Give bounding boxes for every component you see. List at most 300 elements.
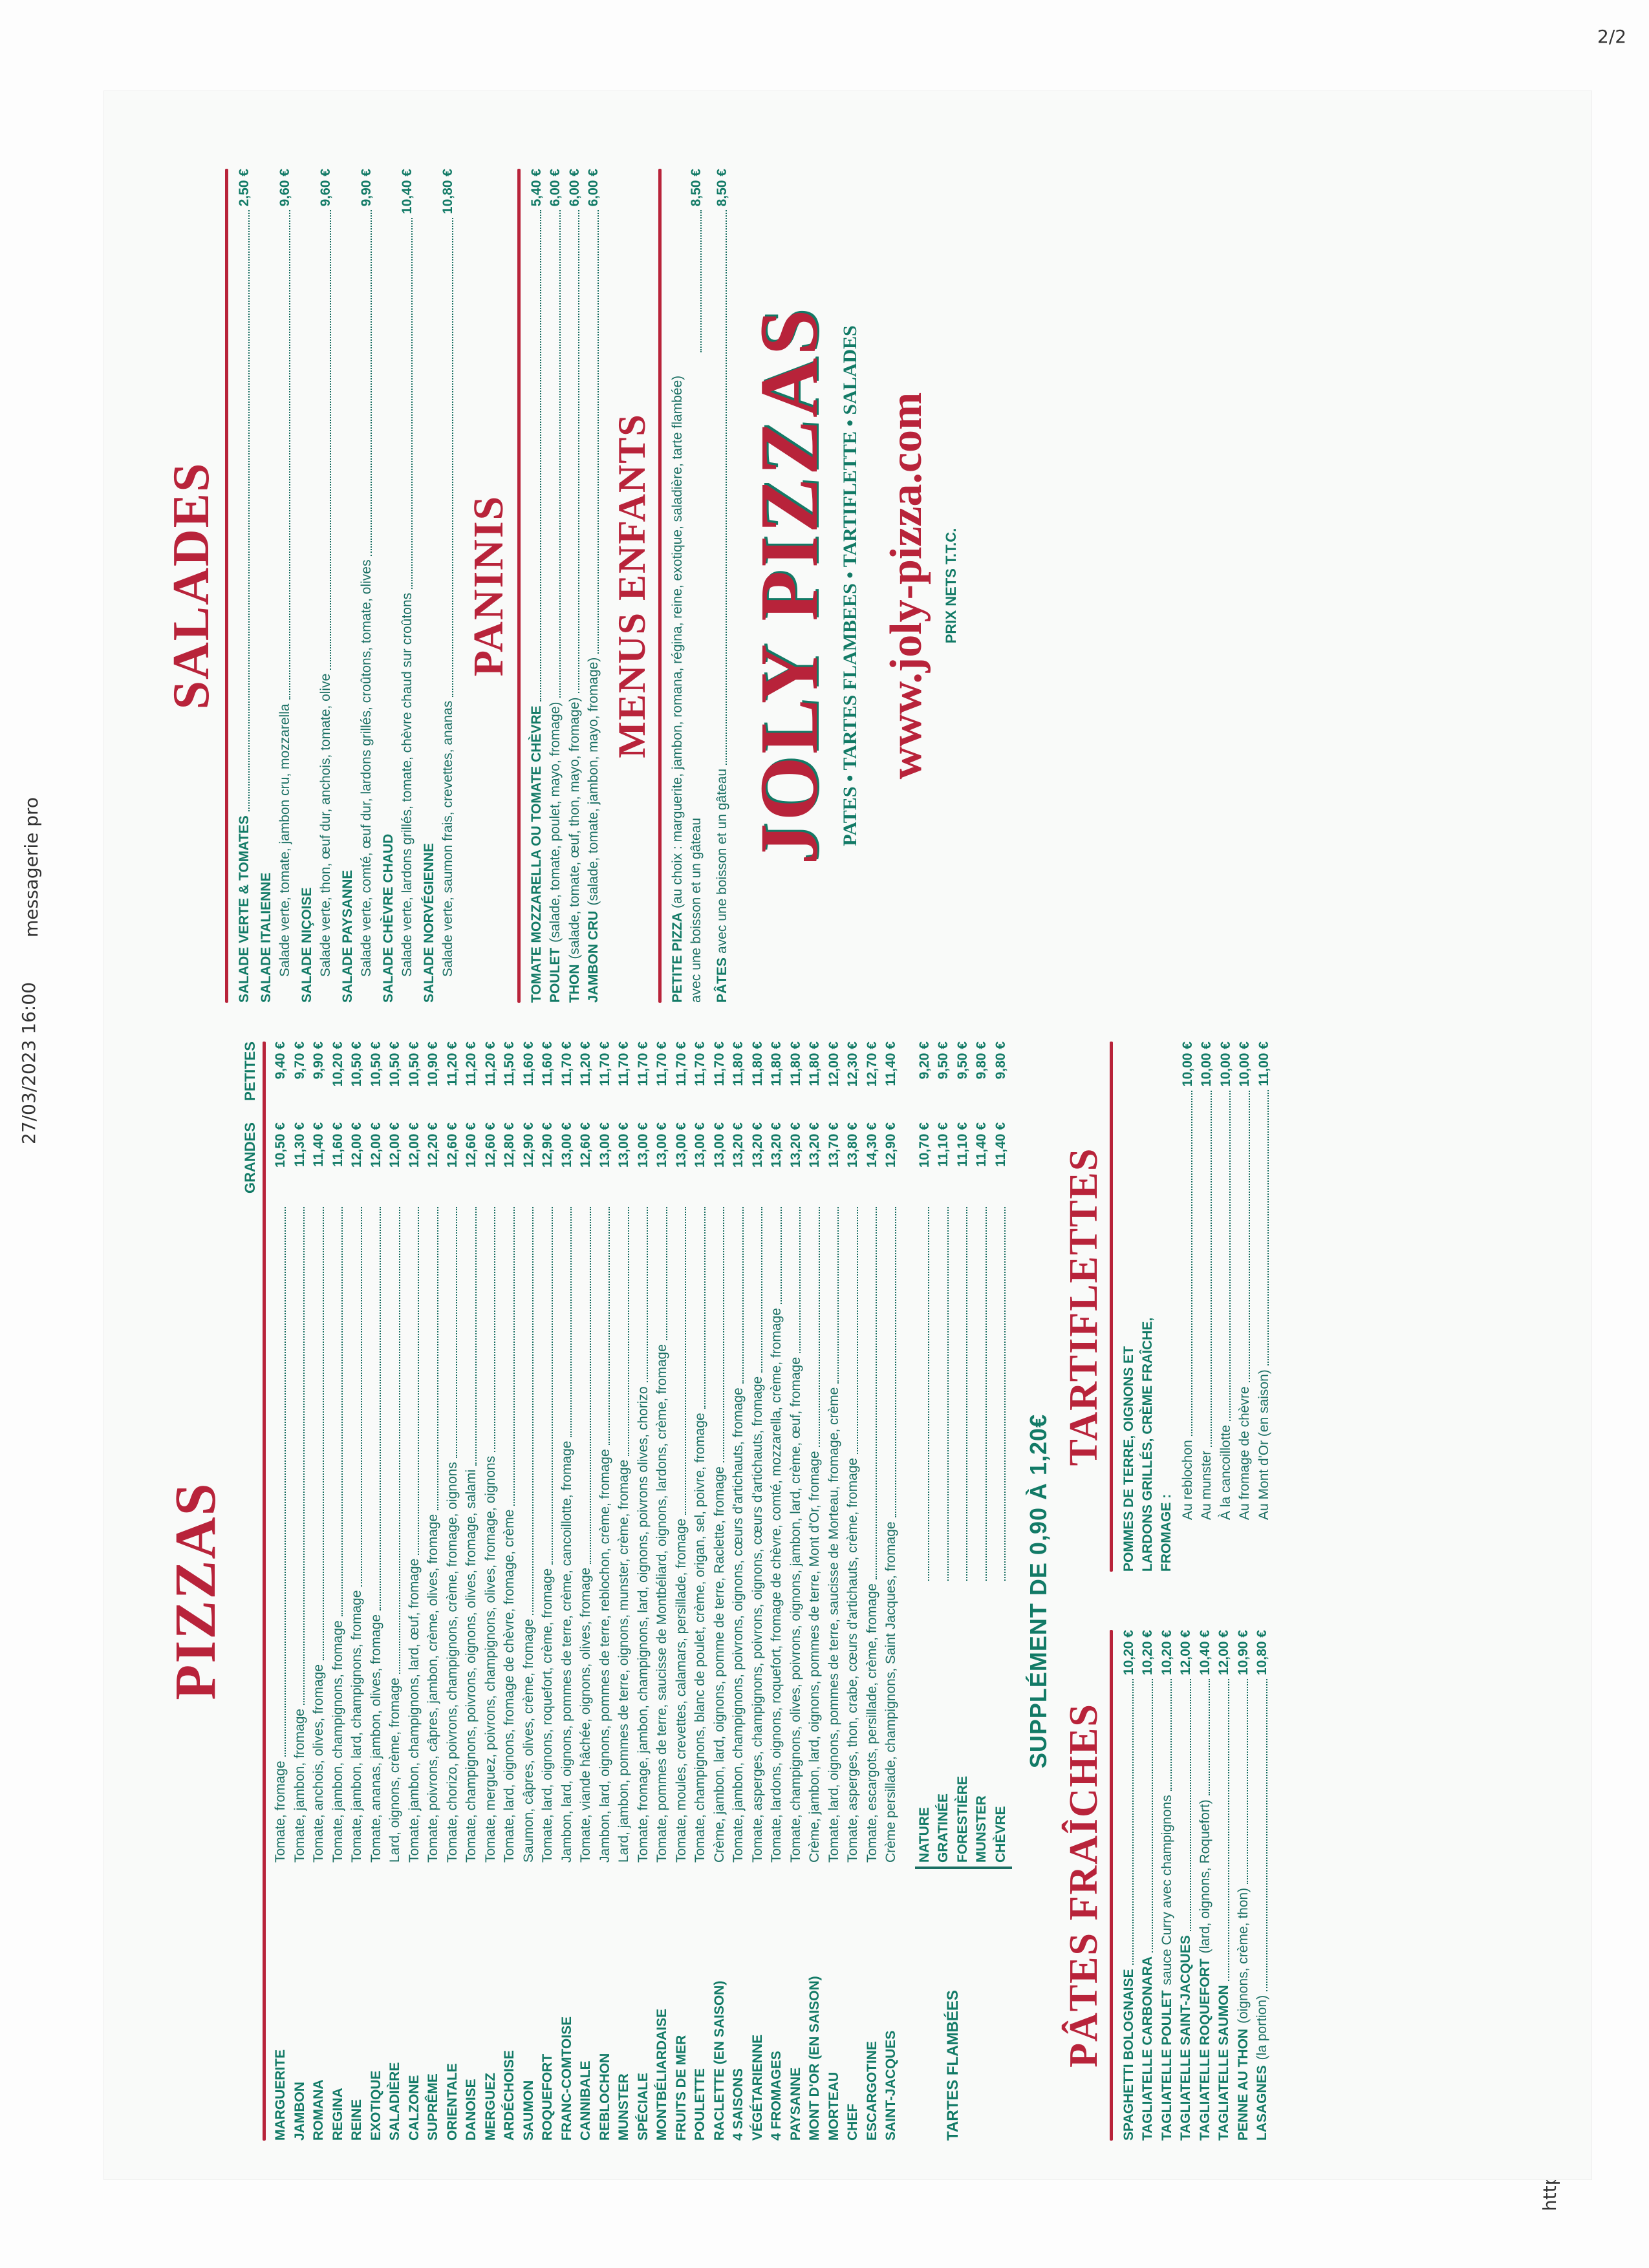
tartiflette-price: 10,00 € [1199, 1042, 1214, 1087]
price-petite: 11,60 € [521, 1042, 536, 1086]
pates-row-price: 10,20 € [1140, 1630, 1155, 1676]
pizza-desc: Tomate, jambon, lard, champignons, fromage [349, 1590, 364, 1863]
menu-text [668, 356, 706, 1003]
brand-tagline: PATES • TARTES FLAMBEES • TARTIFLETTE • SALADES [839, 325, 861, 846]
leader-dots [1132, 1679, 1134, 1965]
panini-row [546, 169, 565, 1003]
price-petite: 11,20 € [482, 1042, 498, 1086]
pizzas-column-headers [233, 1042, 259, 2141]
scanned-menu [103, 91, 1592, 2180]
leader-dots [437, 1207, 438, 1510]
price-grande: 13,00 € [635, 1122, 651, 1168]
panini-row-price: 6,00 € [566, 169, 582, 207]
tartiflette-row [1235, 1042, 1255, 1520]
pizza-desc: Saumon, câpres, olives, crème, fromage [521, 1619, 536, 1863]
paninis-rule [517, 169, 521, 1003]
panini-row-price: 5,40 € [528, 169, 544, 207]
price-grande: 12,90 € [540, 1122, 555, 1168]
price-petite: 11,70 € [673, 1042, 689, 1086]
leader-dots [494, 1207, 495, 1452]
price-grande: 11,10 € [954, 1122, 970, 1167]
pizza-row [786, 1042, 806, 2141]
leader-dots [1267, 1090, 1269, 1365]
leader-dots [452, 218, 453, 697]
tartiflette-name: Au Mont d'Or (en saison) [1256, 1369, 1271, 1520]
pizza-desc: Tomate, champignons, blanc de poulet, crème, origan, sel, poivre, fromage [693, 1413, 707, 1863]
pizza-desc: Tomate, fromage [273, 1760, 288, 1863]
price-petite: 11,70 € [597, 1042, 612, 1086]
tarte-row [915, 1042, 934, 1863]
pizza-desc: Tomate, viande hâchée, oignons, olives, fromage [578, 1567, 593, 1863]
menus-list [668, 169, 732, 1003]
price-petite: 11,70 € [693, 1042, 707, 1086]
pates-row-price: 10,80 € [1255, 1630, 1269, 1676]
print-datetime: 27/03/2023 16:00 [18, 982, 39, 1144]
menu-price: 8,50 € [714, 169, 729, 207]
tartiflette-name: Au fromage de chèvre [1237, 1386, 1252, 1520]
menus-title: MENUS ENFANTS [610, 413, 653, 758]
salade-price: 10,40 € [400, 169, 415, 215]
pizza-name: 4 SAISONS [731, 2068, 746, 2141]
leader-dots [1266, 1679, 1267, 1991]
pizza-name: CHEF [845, 2103, 860, 2141]
salade-item [338, 169, 376, 1003]
price-petite: 10,50 € [387, 1042, 402, 1087]
pizza-row [347, 1042, 367, 2141]
pates-row-price: 12,00 € [1216, 1630, 1231, 1676]
pizza-row [329, 1042, 348, 2141]
pates-row-name: TAGLIATELLE CARBONARA [1140, 1956, 1155, 2141]
tarte-row [953, 1042, 973, 1863]
leader-dots [704, 1207, 706, 1409]
leader-dots [1229, 1091, 1231, 1421]
pizza-desc: Crème persillade, champignons, Saint Jacques, fromage [883, 1521, 898, 1863]
panini-row-price: 6,00 € [586, 169, 601, 207]
panini-row-name: TOMATE MOZZARELLA OU TOMATE CHÈVRE [528, 705, 544, 1003]
tartiflette-price: 10,00 € [1218, 1042, 1233, 1087]
salade-desc-row [357, 169, 376, 1003]
leader-dots [578, 210, 579, 693]
pates-row [1214, 1630, 1234, 2141]
salade-desc: Salade verte, comté, œuf dur, lardons grillés, croûtons, tomate, olives [359, 559, 374, 977]
pizza-desc: Tomate, jambon, fromage [292, 1708, 307, 1863]
price-petite: 11,60 € [540, 1042, 555, 1086]
menu-text [713, 769, 732, 1003]
leader-dots [330, 210, 331, 669]
leader-dots [411, 218, 413, 589]
salade-desc-row [438, 169, 458, 1003]
tarte-name: MUNSTER [974, 1795, 989, 1863]
pates-row [1138, 1630, 1158, 2141]
tartes-flambees [915, 1042, 1018, 2141]
panini-row-name: THON [566, 964, 582, 1003]
price-petite: 11,70 € [559, 1042, 574, 1086]
salade-item [379, 169, 417, 1003]
salade-row [257, 169, 276, 1003]
tartes-label: TARTES FLAMBÉES [943, 1990, 962, 2141]
leader-dots [341, 1207, 343, 1616]
price-petite: 12,70 € [864, 1042, 879, 1087]
price-grande: 12,00 € [387, 1122, 402, 1168]
price-grande: 13,00 € [711, 1122, 727, 1168]
brand-block [742, 169, 975, 1003]
salade-desc-row [398, 169, 417, 1003]
pizza-row [710, 1042, 729, 2141]
pates-row-desc: (oignons, crème, thon) [1235, 1887, 1251, 2024]
price-grande: 10,50 € [273, 1122, 288, 1168]
salades-list [235, 169, 458, 1003]
leader-dots [700, 210, 702, 352]
pizza-desc: Tomate, asperges, champignons, poivrons, oignons, cœurs d'artichauts, fromage [749, 1376, 765, 1863]
pizza-row [843, 1042, 863, 2141]
pizza-row [443, 1042, 462, 2141]
pizza-desc: Tomate, asperges, thon, crabe, cœurs d'artichauts, crème, fromage [845, 1457, 860, 1863]
leader-dots [1249, 1091, 1250, 1382]
leader-dots [559, 210, 561, 698]
leader-dots [761, 1207, 762, 1373]
price-petite: 11,80 € [788, 1042, 803, 1086]
salade-desc: Salade verte, saumon frais, crevettes, ananas [440, 700, 455, 977]
leader-dots [876, 1207, 877, 1579]
menu-sheet [136, 117, 1559, 2154]
leader-dots [590, 1207, 591, 1564]
leader-dots [819, 1207, 820, 1447]
pizza-name: JAMBON [292, 2081, 307, 2141]
price-petite: 11,80 € [769, 1042, 784, 1086]
salade-row [297, 169, 317, 1003]
pates-title: PÂTES FRAÎCHES [1061, 1703, 1106, 2068]
pizza-desc: Lard, jambon, pommes de terre, oignons, munster, crème, fromage [616, 1459, 631, 1863]
panini-row [527, 169, 546, 1003]
pizza-desc: Tomate, lard, oignons, roquefort, crème, fromage [540, 1568, 555, 1863]
salade-desc-row [316, 169, 336, 1003]
pizza-name: PAYSANNE [788, 2067, 803, 2141]
tartiflette-price: 11,00 € [1256, 1042, 1271, 1086]
tarte-name: GRATINÉE [936, 1793, 951, 1863]
pates-section [1061, 1630, 1272, 2141]
panini-row-desc: (salade, tomate, poulet, mayo, fromage) [548, 701, 563, 943]
pizza-row [367, 1042, 386, 2141]
price-grande: 13,00 € [654, 1122, 669, 1168]
pizza-row [405, 1042, 424, 2141]
pizza-row [748, 1042, 768, 2141]
leader-dots [1152, 1679, 1153, 1952]
pizza-name: SALADIÈRE [387, 2062, 402, 2141]
price-petite: 9,80 € [974, 1042, 989, 1080]
tarte-name: FORESTIÈRE [954, 1775, 970, 1863]
pizzas-rule [263, 1042, 266, 2141]
tartiflettes-section [1061, 1042, 1274, 1572]
pizza-desc: Tomate, chorizo, poivrons, champignons, crème, fromage, oignons [444, 1462, 460, 1863]
tartiflette-row [1216, 1042, 1236, 1520]
price-grande: 13,00 € [693, 1122, 707, 1168]
pates-row-price: 12,00 € [1178, 1630, 1193, 1676]
price-petite: 9,20 € [916, 1042, 932, 1080]
tartiflette-row [1178, 1042, 1198, 1520]
pizza-name: REBLOCHON [597, 2053, 612, 2141]
price-petite: 9,50 € [936, 1042, 951, 1080]
pizza-name: REGINA [330, 2088, 345, 2141]
pizza-row [576, 1042, 596, 2141]
pizza-desc: Tomate, jambon, champignons, fromage [330, 1620, 345, 1863]
salade-price: 10,80 € [440, 169, 455, 215]
price-grande: 12,60 € [444, 1122, 460, 1168]
price-grande: 13,20 € [769, 1122, 784, 1168]
panini-row-name: JAMBON CRU [586, 910, 601, 1003]
price-grande: 13,20 € [807, 1122, 822, 1168]
price-grande: 12,00 € [349, 1122, 364, 1168]
menu-price: 8,50 € [689, 169, 704, 207]
leader-dots [323, 1207, 324, 1660]
pizza-desc: Crème, jambon, lard, oignons, pomme de terre, Raclette, fromage [711, 1466, 727, 1863]
salade-name: SALADE PAYSANNE [339, 870, 355, 1003]
price-petite: 9,80 € [993, 1042, 1008, 1080]
menu-desc: (au choix : marguerite, jambon, romana, régina, reine, exotique, saladière, tarte flambée) avec une boisson et un gâteau [669, 375, 704, 1003]
price-grande: 11,40 € [311, 1122, 326, 1167]
price-petite: 11,20 € [464, 1042, 479, 1086]
pizza-desc: Lard, oignons, crème, fromage [387, 1678, 402, 1863]
leader-dots [371, 210, 372, 555]
pizza-desc: Tomate, moules, crevettes, calamars, persillade, fromage [673, 1518, 689, 1863]
price-petite: 9,70 € [292, 1042, 307, 1080]
pates-row-name: TAGLIATELLE POULET [1159, 1990, 1174, 2141]
col-petites: PETITES [242, 1042, 258, 1101]
pizza-name: CANNIBALE [578, 2060, 593, 2141]
pates-row-name: SPAGHETTI BOLOGNAISE [1121, 1969, 1136, 2141]
leader-dots [928, 1207, 929, 1581]
pates-row [1196, 1630, 1215, 2141]
leader-dots [285, 1207, 286, 1757]
tartes-separator [915, 1867, 1012, 1869]
leader-dots [513, 1207, 515, 1506]
price-grande: 13,00 € [559, 1122, 574, 1168]
leader-dots [628, 1207, 629, 1456]
pizza-desc: Jambon, lard, oignons, pommes de terre, crème, cancoillotte, fromage [559, 1440, 574, 1863]
price-petite: 12,00 € [826, 1042, 841, 1087]
pizza-desc: Tomate, lardons, oignons, roquefort, fromage de chèvre, comté, mozzarella, crème, fromage [769, 1308, 784, 1863]
price-grande: 11,10 € [936, 1122, 951, 1167]
price-grande: 12,00 € [406, 1122, 422, 1168]
pizza-row [634, 1042, 653, 2141]
leader-dots [647, 1207, 648, 1382]
pizza-desc: Tomate, poivrons, câpres, jambon, crème, olives, fromage [426, 1514, 440, 1863]
price-petite: 10,50 € [406, 1042, 422, 1087]
leader-dots [1170, 1679, 1172, 1791]
tartiflette-row [1255, 1042, 1274, 1520]
pizza-row [596, 1042, 615, 2141]
price-grande: 13,70 € [826, 1122, 841, 1168]
tarte-name: CHÈVRE [993, 1806, 1008, 1863]
tarte-row [934, 1042, 953, 1863]
leader-dots [1247, 1679, 1248, 1884]
tartiflettes-intro: POMMES DE TERRE, OIGNONS ET LARDONS GRILLÉS, CRÈME FRAÎCHE, FROMAGE : [1121, 1317, 1174, 1572]
pizza-name: DANOISE [464, 2079, 479, 2141]
pizza-desc: Tomate, pommes de terre, saucisse de Montbéliard, oignons, lardons, crème, fromage [654, 1344, 669, 1863]
leader-dots [540, 210, 541, 701]
pizza-name: FRANC-COMTOISE [559, 2016, 574, 2141]
tartiflettes-list [1178, 1042, 1274, 1520]
pates-row-name: TAGLIATELLE SAINT-JACQUES [1178, 1935, 1193, 2141]
menu-row [713, 169, 732, 1003]
leader-dots [947, 1207, 949, 1581]
pizza-desc: Tomate, merguez, poivrons, champignons, olives, fromage, oignons [482, 1455, 498, 1863]
salade-price: 2,50 € [237, 169, 252, 207]
price-note: PRIX NETS T.T.C. [943, 528, 959, 644]
pates-row-name: LASAGNES [1255, 2065, 1269, 2141]
price-petite: 11,80 € [749, 1042, 765, 1086]
pizza-name: POULETTE [693, 2068, 707, 2141]
leader-dots [361, 1207, 362, 1587]
pizza-row [424, 1042, 443, 2141]
salade-name: SALADE VERTE & TOMATES [237, 815, 252, 1003]
price-petite: 10,50 € [349, 1042, 364, 1087]
tartes-list [915, 1042, 1011, 1863]
pizza-row [462, 1042, 481, 2141]
leader-dots [380, 1207, 381, 1610]
price-grande: 14,30 € [864, 1122, 879, 1168]
leader-dots [303, 1207, 305, 1705]
leader-dots [666, 1207, 667, 1340]
price-petite: 11,70 € [654, 1042, 669, 1086]
pizza-row [481, 1042, 501, 2141]
pizza-name: 4 FROMAGES [769, 2051, 784, 2141]
pates-row-desc: (la portion) [1255, 1995, 1269, 2060]
leader-dots [552, 1207, 553, 1565]
pizza-row [309, 1042, 329, 2141]
pizza-row [271, 1042, 290, 2141]
salade-row [338, 169, 358, 1003]
price-grande: 13,20 € [731, 1122, 746, 1168]
pizza-name: ESCARGOTINE [864, 2040, 879, 2141]
salade-name: SALADE CHÈVRE CHAUD [380, 833, 396, 1003]
salade-row [420, 169, 439, 1003]
pizza-desc: Tomate, champignons, olives, poivrons, oignons, jambon, lard, crème, œuf, fromage [788, 1356, 803, 1863]
pizza-row [652, 1042, 672, 2141]
pizza-desc: Tomate, escargots, persillade, crème, fromage [864, 1583, 879, 1863]
price-petite: 11,70 € [616, 1042, 631, 1086]
pates-row [1158, 1630, 1177, 2141]
salade-desc-row [275, 169, 295, 1003]
salade-name: SALADE NIÇOISE [299, 887, 314, 1003]
salade-row [379, 169, 398, 1003]
pizza-row [881, 1042, 901, 2141]
pizza-row [538, 1042, 557, 2141]
pizza-row [500, 1042, 519, 2141]
pates-row-name: PENNE AU THON [1235, 2028, 1251, 2141]
price-petite: 11,70 € [635, 1042, 651, 1086]
leader-dots [857, 1207, 858, 1454]
pates-row-price: 10,40 € [1197, 1630, 1212, 1676]
pizza-desc: Crème, jambon, lard, oignons, pommes de terre, Mont d'Or, fromage [807, 1451, 822, 1863]
price-petite: 11,80 € [807, 1042, 822, 1086]
price-grande: 13,00 € [673, 1122, 689, 1168]
pates-row-desc: (lard, oignons, Roquefort) [1197, 1799, 1212, 1954]
price-grande: 11,40 € [993, 1122, 1008, 1167]
price-petite: 10,50 € [368, 1042, 383, 1087]
salades-title: SALADES [163, 462, 220, 710]
tartiflette-row [1197, 1042, 1216, 1520]
pizza-name: MARGUERITE [273, 2049, 288, 2141]
menu-desc: avec une boisson et un gâteau [714, 768, 729, 954]
price-grande: 12,90 € [883, 1122, 898, 1168]
panini-row [565, 169, 585, 1003]
salade-price: 9,60 € [277, 169, 292, 207]
bottom-sections [1061, 1042, 1333, 2141]
pizza-row [824, 1042, 844, 2141]
print-page-number: 2/2 [1597, 26, 1627, 47]
pizza-desc: Tomate, anchois, olives, fromage [311, 1664, 326, 1863]
pizza-name: CALZONE [406, 2075, 422, 2141]
pizza-row [767, 1042, 786, 2141]
pates-row-price: 10,20 € [1121, 1630, 1136, 1676]
leader-dots [1190, 1679, 1191, 1931]
pizza-row [691, 1042, 710, 2141]
pizza-name: ARDÉCHOISE [502, 2049, 517, 2141]
price-grande: 10,70 € [916, 1122, 932, 1168]
leader-dots [475, 1207, 477, 1466]
right-column [162, 169, 975, 1003]
price-petite: 10,20 € [330, 1042, 345, 1087]
panini-row-desc: (salade, tomate, jambon, mayo, fromage) [586, 657, 601, 906]
leader-dots [986, 1207, 987, 1581]
price-petite: 9,90 € [311, 1042, 326, 1080]
price-grande: 13,80 € [845, 1122, 860, 1168]
pizza-name: MERGUEZ [482, 2073, 498, 2141]
tartiflette-name: À la cancoillotte [1218, 1424, 1233, 1520]
panini-row-price: 6,00 € [548, 169, 563, 207]
tartiflette-name: Au reblochon [1180, 1440, 1195, 1520]
print-app-name: messagerie pro [21, 797, 42, 937]
price-petite: 9,50 € [954, 1042, 970, 1080]
leader-dots [1191, 1091, 1192, 1436]
price-petite: 11,20 € [444, 1042, 460, 1086]
pizza-desc: Tomate, fromage, jambon, champignons, lard, oignons, poivrons olives, chorizo [635, 1386, 651, 1863]
tarte-row [991, 1042, 1011, 1863]
pates-row [1119, 1630, 1139, 2141]
panini-row [584, 169, 603, 1003]
pizza-desc: Tomate, champignons, poivrons, oignons, olives, fromage, salami [464, 1469, 479, 1863]
leader-dots [532, 1207, 534, 1615]
leader-dots [685, 1207, 686, 1515]
salade-desc: Salade verte, lardons grillés, tomate, chèvre chaud sur croûtons [400, 592, 415, 977]
pizza-name: SUPRÊME [426, 2073, 440, 2141]
price-petite: 9,40 € [273, 1042, 288, 1080]
pizza-name: RACLETTE (EN SAISON) [711, 1980, 727, 2141]
leader-dots [609, 1207, 610, 1445]
pizza-name: SAINT-JACQUES [883, 2030, 898, 2141]
salade-name: SALADE ITALIENNE [258, 872, 274, 1003]
pizza-row [729, 1042, 748, 2141]
pizza-desc: Tomate, lard, oignons, fromage de chèvre, fromage, crème [502, 1509, 517, 1863]
pates-row-price: 10,20 € [1159, 1630, 1174, 1676]
salade-price: 9,90 € [359, 169, 374, 207]
price-grande: 13,00 € [616, 1122, 631, 1168]
paninis-list [527, 169, 603, 1003]
panini-row-name: POULET [548, 947, 563, 1003]
price-grande: 13,00 € [597, 1122, 612, 1168]
salade-item [257, 169, 295, 1003]
pizza-name: SAUMON [521, 2080, 536, 2141]
leader-dots [399, 1207, 400, 1674]
pizza-name: MONTBÉLIARDAISE [654, 2008, 669, 2141]
menu-name: PÂTES [714, 957, 729, 1003]
pates-row [1234, 1630, 1253, 2141]
leader-dots [742, 1207, 744, 1384]
paninis-title: PANINIS [464, 495, 512, 677]
col-grandes: GRANDES [242, 1122, 258, 1194]
pizzas-section [162, 1042, 1333, 2141]
salade-item [420, 169, 458, 1003]
